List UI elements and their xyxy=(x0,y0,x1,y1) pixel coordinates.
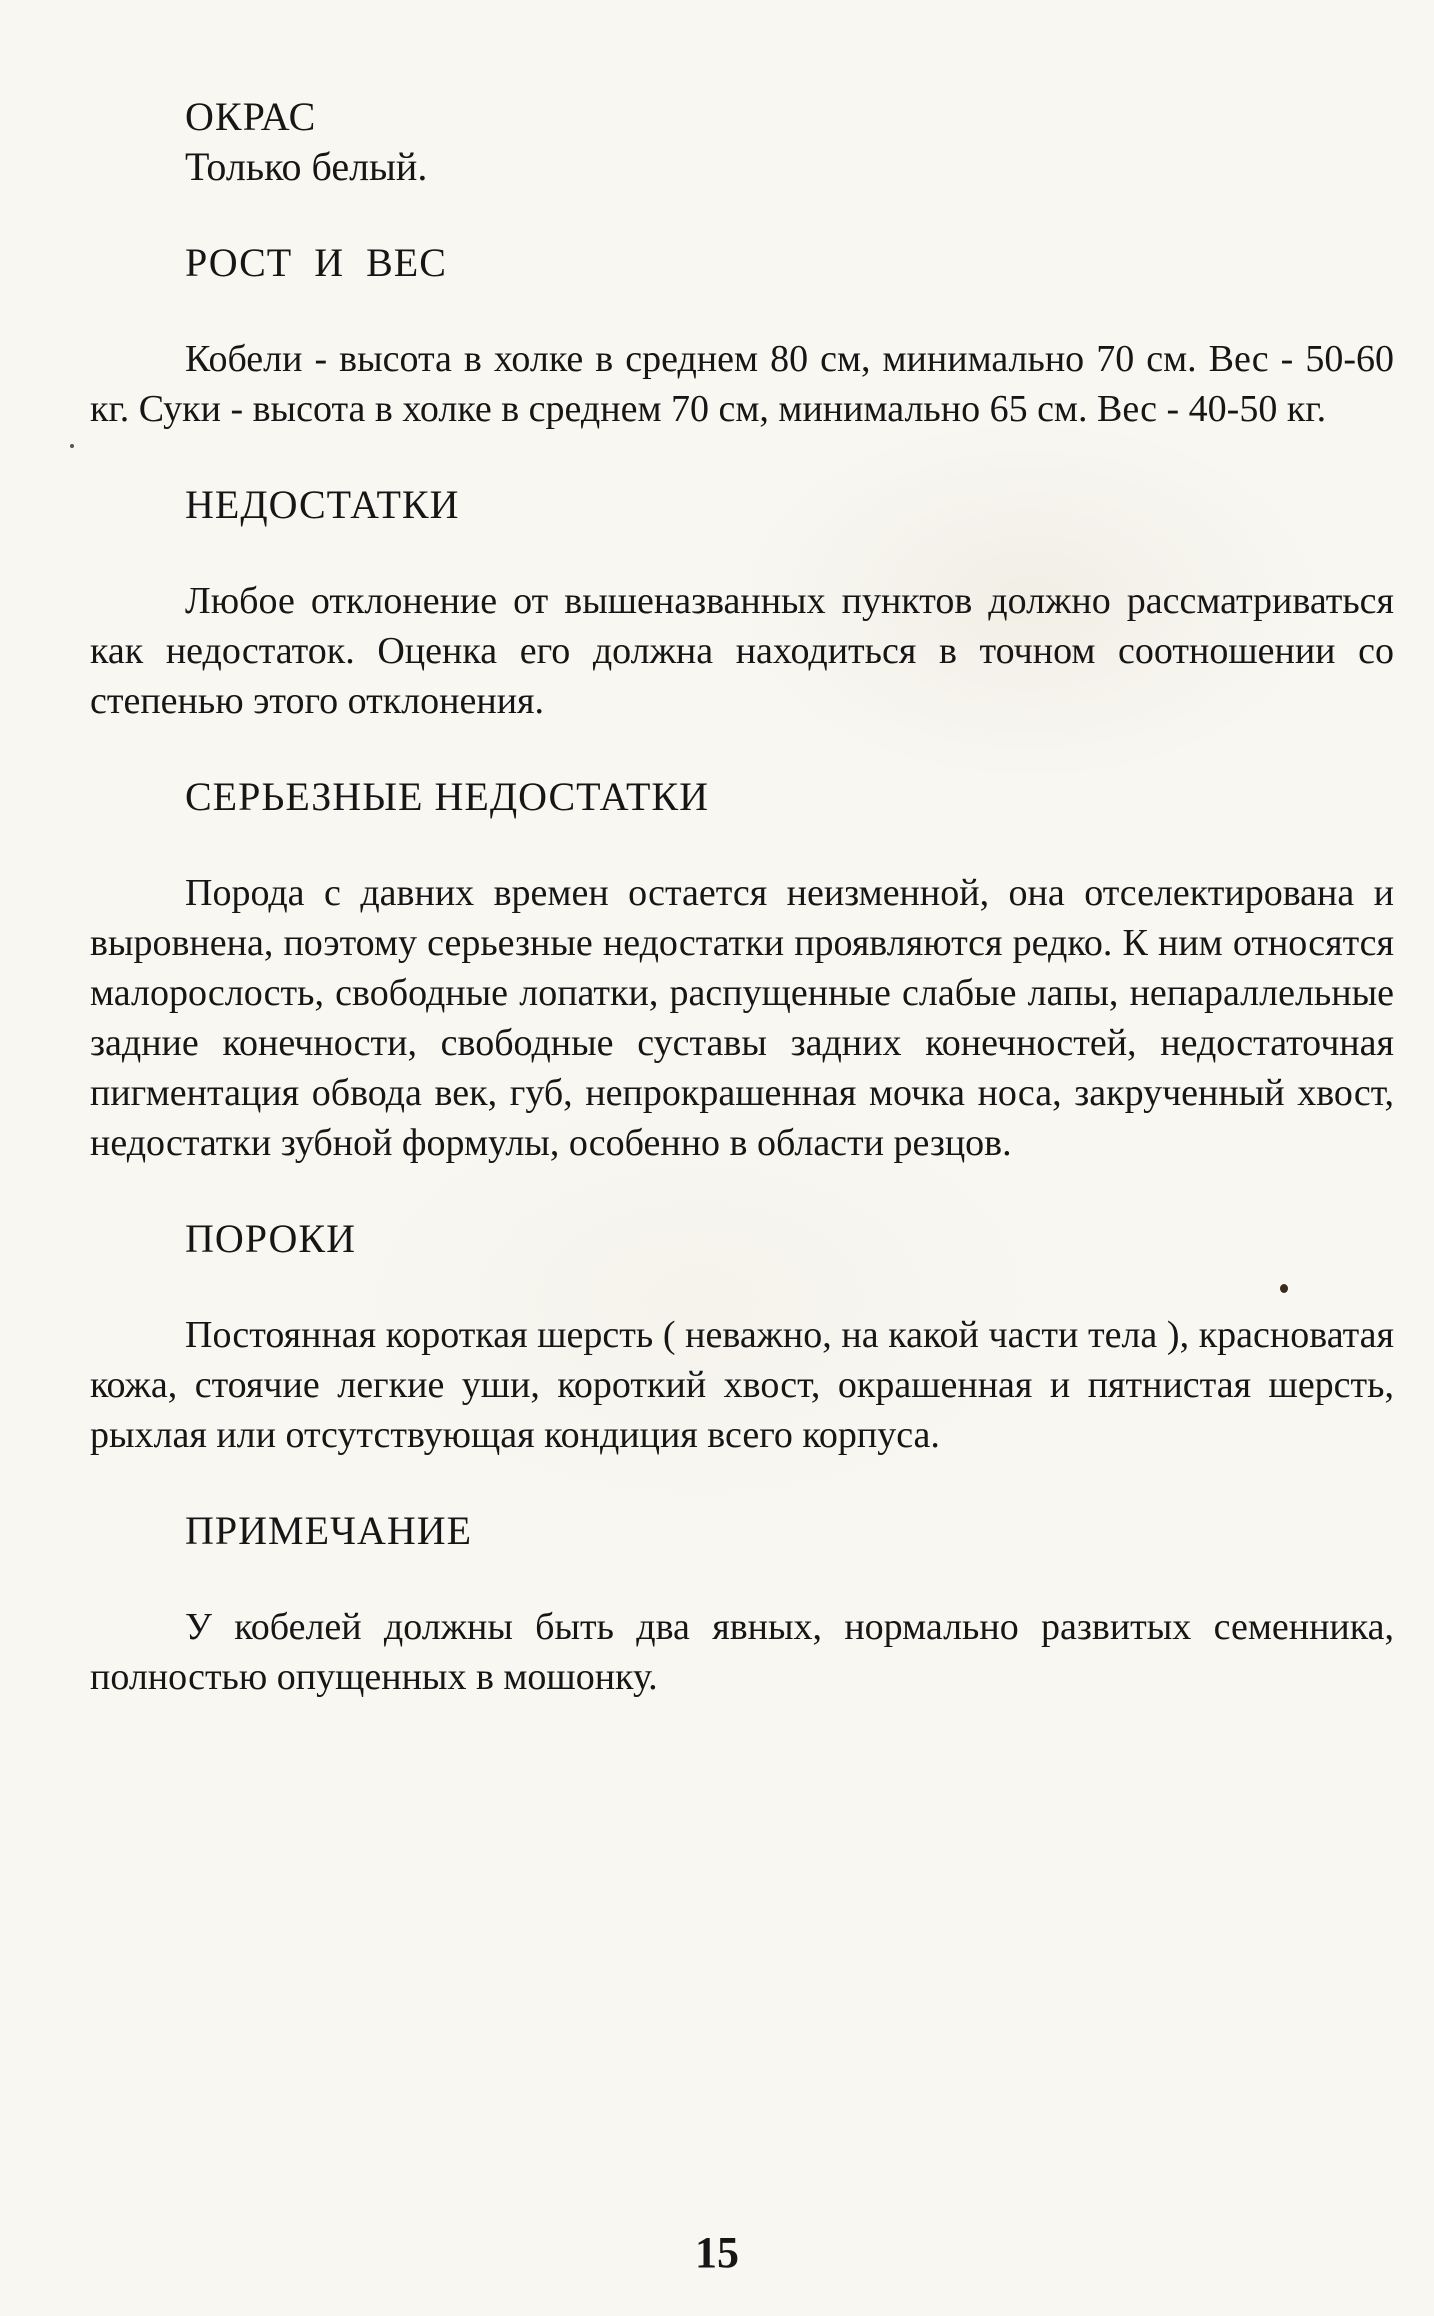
section-okras xyxy=(90,92,1394,192)
section-heading-okras: ОКРАС xyxy=(185,94,317,139)
section-text-rost-i-ves: Кобели - высота в холке в среднем 80 см, минимально 70 см. Вес - 50-60 кг. Суки - высота в холке в среднем 70 см, минимально 65 см. Вес - 40-50 кг. xyxy=(90,338,1394,430)
section-primechanie xyxy=(90,1506,1394,1702)
section-nedostatki xyxy=(90,480,1394,726)
page-content xyxy=(90,92,1394,1702)
section-text-poroki: Постоянная короткая шерсть ( неважно, на какой части тела ), красноватая кожа, стоячие легкие уши, короткий хвост, окрашенная и пятнистая шерсть, рыхлая или отсутствующая кондиция всего корпуса. xyxy=(90,1314,1394,1456)
section-heading-nedostatki: НЕДОСТАТКИ xyxy=(185,482,460,527)
section-rost-i-ves xyxy=(90,238,1394,434)
section-text-okras: Только белый. xyxy=(185,144,428,189)
page-number: 15 xyxy=(695,2228,739,2277)
section-serioznye-nedostatki xyxy=(90,772,1394,1168)
section-text-nedostatki: Любое отклонение от вышеназванных пунктов должно рассматриваться как недостаток. Оценка его должна находиться в точном соотношении со степенью этого отклонения. xyxy=(90,580,1394,722)
section-poroki xyxy=(90,1214,1394,1460)
section-heading-primechanie: ПРИМЕЧАНИЕ xyxy=(185,1508,473,1553)
section-text-primechanie: У кобелей должны быть два явных, нормально развитых семенника, полностью опущенных в мошонку. xyxy=(90,1606,1394,1698)
section-heading-rost-i-ves: РОСТ И ВЕС xyxy=(185,240,447,285)
section-heading-serioznye-nedostatki: СЕРЬЕЗНЫЕ НЕДОСТАТКИ xyxy=(185,774,709,819)
print-speck xyxy=(1280,1284,1288,1293)
print-speck xyxy=(70,444,74,448)
section-text-serioznye-nedostatki: Порода с давних времен остается неизменной, она отселектирована и выровнена, поэтому серьезные недостатки проявляются редко. К ним относятся малорослость, свободные лопатки, распущенные слабые лапы, непараллельные задние конечности, свободные суставы задних конечностей, недостаточная пигментация обвода век, губ, непрокрашенная мочка носа, закрученный хвост, недостатки зубной формулы, особенно в области резцов. xyxy=(90,872,1394,1164)
section-heading-poroki: ПОРОКИ xyxy=(185,1216,356,1261)
